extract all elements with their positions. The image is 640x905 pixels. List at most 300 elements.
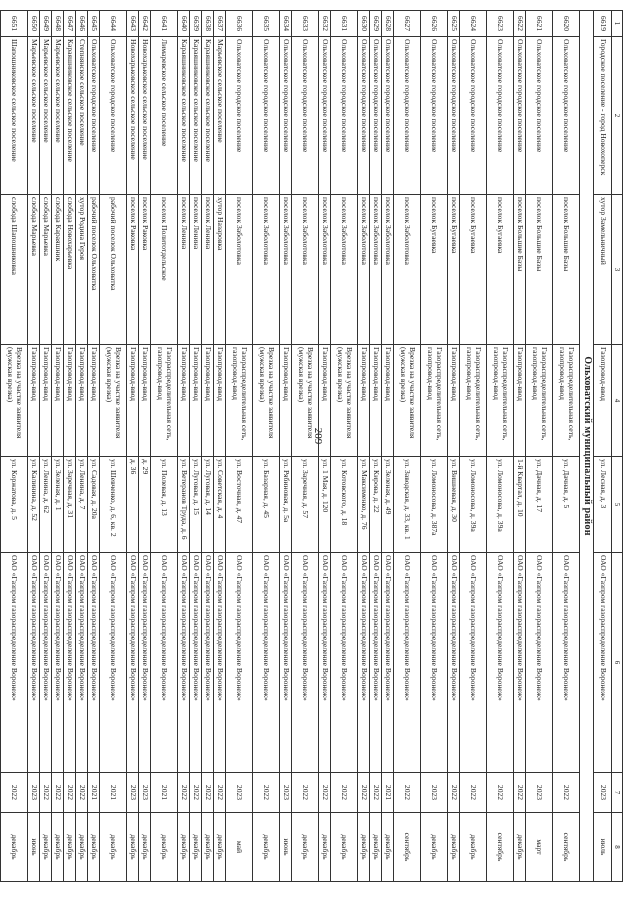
settlement: Городское поселение - город Новохоперск bbox=[594, 37, 612, 195]
row-number: 6620 bbox=[553, 11, 580, 37]
object-type: Газопровод-ввод bbox=[190, 345, 202, 457]
address: ул. 1 Мая, д. 120 bbox=[319, 457, 331, 553]
object-type: Газораспределительная сеть, газопровод-ввод bbox=[226, 345, 253, 457]
locality: поселок Заболотовка bbox=[382, 195, 394, 345]
address: ул. Дачная, д. 5 bbox=[553, 457, 580, 553]
settlement: Марьевское сельское поселение bbox=[40, 37, 52, 195]
object-type: Газораспределительная сеть, газопровод-ввод bbox=[460, 345, 487, 457]
locality: поселок Заболотовка bbox=[370, 195, 382, 345]
month: декабрь bbox=[178, 813, 190, 882]
row-number: 6650 bbox=[28, 11, 40, 37]
object-type: Газораспределительная сеть, газопровод-ввод bbox=[487, 345, 514, 457]
organization: ОАО «Газпром газораспределение Воронеж» bbox=[100, 553, 127, 773]
row-number: 6651 bbox=[1, 11, 28, 37]
row-number: 6639 bbox=[190, 11, 202, 37]
table-row bbox=[253, 11, 280, 882]
month: декабрь bbox=[421, 813, 448, 882]
address: ул. Заречная, д. 31 bbox=[64, 457, 76, 553]
locality: слобода Новохарьевка bbox=[64, 195, 76, 345]
object-type: Газопровод-ввод bbox=[178, 345, 190, 457]
month: сентябрь bbox=[394, 813, 421, 882]
rotated-page bbox=[6, 10, 623, 881]
object-type: Газопровод-ввод bbox=[64, 345, 76, 457]
organization: ОАО «Газпром газораспределение Воронеж» bbox=[226, 553, 253, 773]
year: 2023 bbox=[28, 773, 40, 813]
row-number: 6625 bbox=[448, 11, 460, 37]
locality bbox=[0, 195, 1, 345]
locality: поселок Заболотовка bbox=[358, 195, 370, 345]
table-row bbox=[139, 11, 151, 882]
object-type: Газопровод-ввод bbox=[448, 345, 460, 457]
header-cell: 2 bbox=[612, 37, 623, 195]
month: сентябрь bbox=[553, 813, 580, 882]
address: ул. Вишневая, д. 30 bbox=[448, 457, 460, 553]
year: 2021 bbox=[100, 773, 127, 813]
table-row bbox=[178, 11, 190, 882]
locality: поселок Ленина bbox=[202, 195, 214, 345]
object-type: Газопровод-ввод bbox=[28, 345, 40, 457]
locality: поселок Раковка bbox=[139, 195, 151, 345]
locality: поселок Бугаевка bbox=[448, 195, 460, 345]
address: ул. Восточная, д. 47 bbox=[226, 457, 253, 553]
settlement: Марьевское сельское поселение bbox=[52, 37, 64, 195]
settlement: Марьевское сельское поселение bbox=[214, 37, 226, 195]
table-row bbox=[370, 11, 382, 882]
year: 2022 bbox=[358, 773, 370, 813]
month: декабрь bbox=[1, 813, 28, 882]
object-type: Врезка на участке заявителя (мужская врезка) bbox=[1, 345, 28, 457]
address: ул. Ветеранов Труда, д. 6 bbox=[178, 457, 190, 553]
organization: ОАО «Газпром газораспределение Воронеж» bbox=[553, 553, 580, 773]
object-type: Газопровод-ввод bbox=[280, 345, 292, 457]
row-number: 6646 bbox=[76, 11, 88, 37]
table-row bbox=[526, 11, 553, 882]
settlement: Ольховатское городское поселение bbox=[382, 37, 394, 195]
year: 2022 bbox=[253, 773, 280, 813]
organization: ОАО «Газпром газораспределение Воронеж» bbox=[319, 553, 331, 773]
object-type: Газопровод-ввод bbox=[594, 345, 612, 457]
table-row bbox=[421, 11, 448, 882]
row-number: 6642 bbox=[139, 11, 151, 37]
locality: поселок Заболотовка bbox=[280, 195, 292, 345]
table-row bbox=[64, 11, 76, 882]
locality: слобода Марьевка bbox=[28, 195, 40, 345]
table-row bbox=[358, 11, 370, 882]
table-row bbox=[514, 11, 526, 882]
organization: ОАО «Газпром газораспределение Воронеж» bbox=[526, 553, 553, 773]
locality: поселок Большие Базы bbox=[514, 195, 526, 345]
address: д. 29 bbox=[139, 457, 151, 553]
organization: ОАО «Газпром газораспределение Воронеж» bbox=[202, 553, 214, 773]
row-number: 6649 bbox=[40, 11, 52, 37]
address: ул. Максименко, д. 76 bbox=[358, 457, 370, 553]
organization: ОАО «Газпром газораспределение Воронеж» bbox=[331, 553, 358, 773]
settlement bbox=[0, 37, 1, 195]
table-row bbox=[1, 11, 28, 882]
settlement: Ольховатское городское поселение bbox=[553, 37, 580, 195]
locality: поселок Большие Базы bbox=[526, 195, 553, 345]
organization: ОАО «Газпром газораспределение Воронеж» bbox=[487, 553, 514, 773]
year: 2022 bbox=[331, 773, 358, 813]
header-cell: 7 bbox=[612, 773, 623, 813]
year: 2022 bbox=[64, 773, 76, 813]
object-type: Газопровод-ввод bbox=[382, 345, 394, 457]
month: декабрь bbox=[460, 813, 487, 882]
month bbox=[0, 813, 1, 882]
month: март bbox=[526, 813, 553, 882]
organization: ОАО «Газпром газораспределение Воронеж» bbox=[448, 553, 460, 773]
month: декабрь bbox=[202, 813, 214, 882]
table-row bbox=[202, 11, 214, 882]
settlement: Ольховатское городское поселение bbox=[253, 37, 280, 195]
locality: поселок Бугаевка bbox=[421, 195, 448, 345]
table-row bbox=[151, 11, 178, 882]
month: июль bbox=[594, 813, 612, 882]
address: ул. Ленина, д. 62 bbox=[40, 457, 52, 553]
year: 2022 bbox=[190, 773, 202, 813]
settlement: Новохарьковское сельское поселение bbox=[127, 37, 139, 195]
settlement: Ольховатское городское поселение bbox=[421, 37, 448, 195]
locality: слобода Караяшник bbox=[52, 195, 64, 345]
year: 2022 bbox=[76, 773, 88, 813]
row-number: 6630 bbox=[358, 11, 370, 37]
organization: ОАО «Газпром газораспределение Воронеж» bbox=[64, 553, 76, 773]
locality: поселок Заболотовка bbox=[253, 195, 280, 345]
table-row bbox=[280, 11, 292, 882]
header-cell: 6 bbox=[612, 553, 623, 773]
month: декабрь bbox=[127, 813, 139, 882]
gas-connection-table bbox=[0, 10, 623, 882]
table-row bbox=[487, 11, 514, 882]
settlement: Степнянское сельское поселение bbox=[76, 37, 88, 195]
table-row bbox=[553, 11, 580, 882]
settlement: Ольховатское городское поселение bbox=[448, 37, 460, 195]
year: 2023 bbox=[139, 773, 151, 813]
organization bbox=[0, 553, 1, 773]
locality: поселок Бугаевка bbox=[487, 195, 514, 345]
object-type: Газопровод-ввод bbox=[139, 345, 151, 457]
table-row bbox=[76, 11, 88, 882]
organization: ОАО «Газпром газораспределение Воронеж» bbox=[1, 553, 28, 773]
row-number bbox=[0, 11, 1, 37]
row-number: 6647 bbox=[64, 11, 76, 37]
year: 2021 bbox=[382, 773, 394, 813]
month: июнь bbox=[28, 813, 40, 882]
month: декабрь bbox=[88, 813, 100, 882]
locality: слобода Шапошниковка bbox=[1, 195, 28, 345]
table-row bbox=[460, 11, 487, 882]
object-type: Газопровод-ввод bbox=[76, 345, 88, 457]
settlement: Ольховатское городское поселение bbox=[370, 37, 382, 195]
address: ул. Заводская, д. 33, кв. 1 bbox=[394, 457, 421, 553]
table-row bbox=[40, 11, 52, 882]
month: июнь bbox=[280, 813, 292, 882]
row-number: 6641 bbox=[151, 11, 178, 37]
address: ул. Луговая, д. 15 bbox=[190, 457, 202, 553]
organization: ОАО «Газпром газораспределение Воронеж» bbox=[28, 553, 40, 773]
year: 2021 bbox=[151, 773, 178, 813]
month: декабрь bbox=[214, 813, 226, 882]
table-row bbox=[127, 11, 139, 882]
address: ул. Калинина, д. 52 bbox=[28, 457, 40, 553]
organization: ОАО «Газпром газораспределение Воронеж» bbox=[52, 553, 64, 773]
settlement: Марьевское сельское поселение bbox=[28, 37, 40, 195]
locality: поселок Большие Базы bbox=[553, 195, 580, 345]
settlement: Караяшниковское сельское поселение bbox=[64, 37, 76, 195]
address: ул. Садовая, д. 20а bbox=[88, 457, 100, 553]
object-type: Врезка на участке заявителя (мужская врезка) bbox=[100, 345, 127, 457]
row-number: 6628 bbox=[382, 11, 394, 37]
month: декабрь bbox=[40, 813, 52, 882]
year: 2022 bbox=[214, 773, 226, 813]
object-type: Газопровод-ввод bbox=[319, 345, 331, 457]
section-title: Ольховатский муниципальный район bbox=[580, 11, 594, 882]
settlement: Ольховатское городское поселение bbox=[394, 37, 421, 195]
settlement: Ольховатское городское поселение bbox=[280, 37, 292, 195]
address: ул. Ломоносова, д. 39а bbox=[487, 457, 514, 553]
year: 2023 bbox=[127, 773, 139, 813]
row-number: 6648 bbox=[52, 11, 64, 37]
object-type: Врезка на участке заявителя (мужская врезка) bbox=[331, 345, 358, 457]
locality: поселок Политотдельское bbox=[151, 195, 178, 345]
object-type: Врезка на участке заявителя (мужская врезка) bbox=[253, 345, 280, 457]
table-row bbox=[226, 11, 253, 882]
row-number: 6621 bbox=[526, 11, 553, 37]
organization: ОАО «Газпром газораспределение Воронеж» bbox=[127, 553, 139, 773]
organization: ОАО «Газпром газораспределение Воронеж» bbox=[421, 553, 448, 773]
locality: рабочий поселок Ольховатка bbox=[88, 195, 100, 345]
month: декабрь bbox=[64, 813, 76, 882]
organization: ОАО «Газпром газораспределение Воронеж» bbox=[382, 553, 394, 773]
object-type: Газораспределительная сеть, газопровод-ввод bbox=[553, 345, 580, 457]
year: 2022 bbox=[553, 773, 580, 813]
row-number: 6638 bbox=[202, 11, 214, 37]
table-row bbox=[448, 11, 460, 882]
year: 2023 bbox=[526, 773, 553, 813]
object-type: Газопровод-ввод bbox=[514, 345, 526, 457]
organization: ОАО «Газпром газораспределение Воронеж» bbox=[139, 553, 151, 773]
locality: поселок Бугаевка bbox=[460, 195, 487, 345]
organization: ОАО «Газпром газораспределение Воронеж» bbox=[594, 553, 612, 773]
organization: ОАО «Газпром газораспределение Воронеж» bbox=[394, 553, 421, 773]
header-cell: 8 bbox=[612, 813, 623, 882]
settlement: Новохарьковское сельское поселение bbox=[139, 37, 151, 195]
row-number: 6632 bbox=[319, 11, 331, 37]
year: 2022 bbox=[370, 773, 382, 813]
locality: слобода Марьевка bbox=[40, 195, 52, 345]
settlement: Ольховатское городское поселение bbox=[319, 37, 331, 195]
address: ул. Зеленая, д. 1 bbox=[52, 457, 64, 553]
object-type: Газопровод-ввод bbox=[40, 345, 52, 457]
table-row bbox=[319, 11, 331, 882]
locality: поселок Раковка bbox=[127, 195, 139, 345]
month: декабрь bbox=[76, 813, 88, 882]
table-row bbox=[28, 11, 40, 882]
year: 2022 bbox=[52, 773, 64, 813]
organization: ОАО «Газпром газораспределение Воронеж» bbox=[40, 553, 52, 773]
locality: хутор Родина Героя bbox=[76, 195, 88, 345]
year: 2022 bbox=[394, 773, 421, 813]
year: 2022 bbox=[448, 773, 460, 813]
organization: ОАО «Газпром газораспределение Воронеж» bbox=[76, 553, 88, 773]
table-row bbox=[214, 11, 226, 882]
row-number: 6631 bbox=[331, 11, 358, 37]
year: 2022 bbox=[487, 773, 514, 813]
column-number-header bbox=[612, 11, 623, 882]
row-number: 6622 bbox=[514, 11, 526, 37]
address: ул. Ломоносова, д. 387а bbox=[421, 457, 448, 553]
object-type: Газопровод-ввод bbox=[214, 345, 226, 457]
row-number: 6627 bbox=[394, 11, 421, 37]
row-number: 6640 bbox=[178, 11, 190, 37]
year: 2022 bbox=[40, 773, 52, 813]
year: 2022 bbox=[1, 773, 28, 813]
settlement: Ольховатское городское поселение bbox=[331, 37, 358, 195]
row-number: 6623 bbox=[487, 11, 514, 37]
row-number: 6624 bbox=[460, 11, 487, 37]
object-type: Газопровод-ввод bbox=[370, 345, 382, 457]
row-number: 6629 bbox=[370, 11, 382, 37]
row-number: 6644 bbox=[100, 11, 127, 37]
table-row bbox=[394, 11, 421, 882]
year: 2022 bbox=[292, 773, 319, 813]
month: декабрь bbox=[358, 813, 370, 882]
organization: ОАО «Газпром газораспределение Воронеж» bbox=[358, 553, 370, 773]
month: декабрь bbox=[382, 813, 394, 882]
organization: ОАО «Газпром газораспределение Воронеж» bbox=[151, 553, 178, 773]
settlement: Караяшниковское сельское поселение bbox=[178, 37, 190, 195]
month: декабрь bbox=[370, 813, 382, 882]
month: декабрь bbox=[448, 813, 460, 882]
header-cell: 5 bbox=[612, 457, 623, 553]
row-number: 6635 bbox=[253, 11, 280, 37]
address: ул. Дачная, д. 17 bbox=[526, 457, 553, 553]
row-number: 6634 bbox=[280, 11, 292, 37]
locality: поселок Ленина bbox=[178, 195, 190, 345]
address: 1-й Квартал, д. 10 bbox=[514, 457, 526, 553]
organization: ОАО «Газпром газораспределение Воронеж» bbox=[280, 553, 292, 773]
table-row bbox=[100, 11, 127, 882]
month: май bbox=[226, 813, 253, 882]
object-type: Газопровод-ввод bbox=[202, 345, 214, 457]
address: ул. Кирова, д. 22 bbox=[370, 457, 382, 553]
address: ул. Шевченко, д. 6, кв. 2 bbox=[100, 457, 127, 553]
settlement: Караяшниковское сельское поселение bbox=[190, 37, 202, 195]
object-type bbox=[0, 345, 1, 457]
table-row bbox=[292, 11, 319, 882]
object-type: Газопровод-ввод bbox=[52, 345, 64, 457]
object-type: Газораспределительная сеть, газопровод-ввод bbox=[151, 345, 178, 457]
object-type: Газопровод-ввод bbox=[358, 345, 370, 457]
settlement: Лимаревское сельское поселение bbox=[151, 37, 178, 195]
organization: ОАО «Газпром газораспределение Воронеж» bbox=[190, 553, 202, 773]
locality: поселок Заболотовка bbox=[226, 195, 253, 345]
locality: поселок Заболотовка bbox=[319, 195, 331, 345]
address: ул. Заречная, д. 57 bbox=[292, 457, 319, 553]
locality: поселок Заболотовка bbox=[331, 195, 358, 345]
table-row bbox=[0, 11, 1, 882]
settlement: Ольховатское городское поселение bbox=[514, 37, 526, 195]
month: декабрь bbox=[151, 813, 178, 882]
row-number: 6636 bbox=[226, 11, 253, 37]
row-number: 6626 bbox=[421, 11, 448, 37]
address: ул. Базарная, д. 45 bbox=[253, 457, 280, 553]
settlement: Ольховатское городское поселение bbox=[100, 37, 127, 195]
settlement: Ольховатское городское поселение bbox=[526, 37, 553, 195]
address: ул. Котовского, д. 18 bbox=[331, 457, 358, 553]
address: ул. Рябиновая, д. 5а bbox=[280, 457, 292, 553]
year: 2022 bbox=[319, 773, 331, 813]
year: 2022 bbox=[202, 773, 214, 813]
table-container bbox=[6, 10, 623, 881]
month: декабрь bbox=[319, 813, 331, 882]
month: декабрь bbox=[100, 813, 127, 882]
object-type: Газораспределительная сеть, газопровод-ввод bbox=[421, 345, 448, 457]
year: 2022 bbox=[460, 773, 487, 813]
month: сентябрь bbox=[487, 813, 514, 882]
organization: ОАО «Газпром газораспределение Воронеж» bbox=[178, 553, 190, 773]
locality: поселок Заболотовка bbox=[394, 195, 421, 345]
header-cell: 3 bbox=[612, 195, 623, 345]
locality: хутор Замельничный bbox=[594, 195, 612, 345]
month: декабрь bbox=[52, 813, 64, 882]
object-type: Врезка на участке заявителя (мужская врезка) bbox=[394, 345, 421, 457]
table-row bbox=[382, 11, 394, 882]
month: декабрь bbox=[190, 813, 202, 882]
table-row bbox=[190, 11, 202, 882]
settlement: Шапошниковское сельское поселение bbox=[1, 37, 28, 195]
organization: ОАО «Газпром газораспределение Воронеж» bbox=[88, 553, 100, 773]
address: ул. Полевая, д. 13 bbox=[151, 457, 178, 553]
locality: хутор Назаровка bbox=[214, 195, 226, 345]
table-row bbox=[52, 11, 64, 882]
address: ул. Луговая, д. 14 bbox=[202, 457, 214, 553]
settlement: Ольховатское городское поселение bbox=[487, 37, 514, 195]
address: ул. Ломоносова, д. 39а bbox=[460, 457, 487, 553]
row-number: 6633 bbox=[292, 11, 319, 37]
locality: поселок Ленина bbox=[190, 195, 202, 345]
address: ул. Коржатова, д. 5 bbox=[1, 457, 28, 553]
year: 2023 bbox=[421, 773, 448, 813]
section-row bbox=[580, 11, 594, 882]
header-cell: 4 bbox=[612, 345, 623, 457]
organization: ОАО «Газпром газораспределение Воронеж» bbox=[292, 553, 319, 773]
year: 2023 bbox=[226, 773, 253, 813]
row-number: 6645 bbox=[88, 11, 100, 37]
object-type: Газопровод-ввод bbox=[127, 345, 139, 457]
table-row bbox=[88, 11, 100, 882]
year: 2022 bbox=[514, 773, 526, 813]
year: 2023 bbox=[594, 773, 612, 813]
settlement: Караяшниковское сельское поселение bbox=[202, 37, 214, 195]
month: декабрь bbox=[514, 813, 526, 882]
address: ул. Лесная, д. 3 bbox=[594, 457, 612, 553]
month: декабрь bbox=[331, 813, 358, 882]
settlement: Ольховатское городское поселение bbox=[88, 37, 100, 195]
address: ул. Ленина, д. 7 bbox=[76, 457, 88, 553]
organization: ОАО «Газпром газораспределение Воронеж» bbox=[370, 553, 382, 773]
settlement: Ольховатское городское поселение bbox=[460, 37, 487, 195]
locality: рабочий поселок Ольховатка bbox=[100, 195, 127, 345]
locality: поселок Заболотовка bbox=[292, 195, 319, 345]
year: 2021 bbox=[88, 773, 100, 813]
row-number: 6643 bbox=[127, 11, 139, 37]
settlement: Ольховатское городское поселение bbox=[358, 37, 370, 195]
month: декабрь bbox=[139, 813, 151, 882]
organization: ОАО «Газпром газораспределение Воронеж» bbox=[214, 553, 226, 773]
table-row bbox=[331, 11, 358, 882]
settlement: Ольховатское городское поселение bbox=[292, 37, 319, 195]
